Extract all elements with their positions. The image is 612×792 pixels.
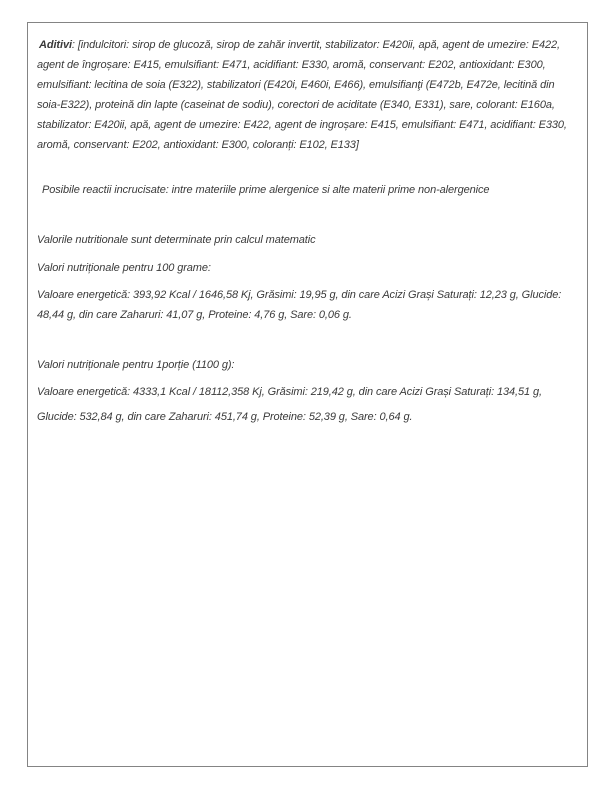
additives-label: Aditivi	[39, 39, 72, 51]
document-page	[27, 22, 588, 767]
cross-reactions-note: Posibile reactii incrucisate: intre materiile prime alergenice si alte materii prime non-alergenice	[42, 184, 490, 196]
additives-paragraph	[37, 35, 579, 155]
per-100g-heading: Valori nutriționale pentru 100 grame:	[37, 262, 211, 274]
per-portion-values: Valoare energetică: 4333,1 Kcal / 18112,358 Kj, Grăsimi: 219,42 g, din care Acizi Grași Saturați: 134,51 g, Glucide: 532,84 g, din care Zaharuri: 451,74 g, Proteine: 52,39 g, Sare: 0,64 g.	[37, 386, 542, 423]
calculation-method-note: Valorile nutritionale sunt determinate prin calcul matematic	[37, 234, 316, 246]
per-100g-values: Valoare energetică: 393,92 Kcal / 1646,58 Kj, Grăsimi: 19,95 g, din care Acizi Grași Saturați: 12,23 g, Glucide: 48,44 g, din care Zaharuri: 41,07 g, Proteine: 4,76 g, Sare: 0,06 g.	[37, 289, 562, 321]
additives-text: : [indulcitori: sirop de glucoză, sirop de zahăr invertit, stabilizator: E420ii, apă, agent de umezire: E422, agent de îngroșare: E415, emulsifiant: E471, acidifiant: E330, aromă, conservant: E202, antioxidant: E300, emulsifiant: lecitina de soia (E322), stabilizatori (E420i, E460i, E466), emulsifianţi (E472b, E472e, lecitină din soia-E322), proteină din lapte (caseinat de sodiu), corectori de aciditate (E340, E331), sare, colorant: E160a, stabilizator: E420ii, apă, agent de umezire: E422, agent de ingroșare: E415, emulsifiant: E471, acidifiant: E330, aromă, conservant: E202, antioxidant: E300, coloranți: E102, E133]	[37, 39, 567, 151]
per-portion-heading: Valori nutriționale pentru 1porție (1100 g):	[37, 359, 235, 371]
